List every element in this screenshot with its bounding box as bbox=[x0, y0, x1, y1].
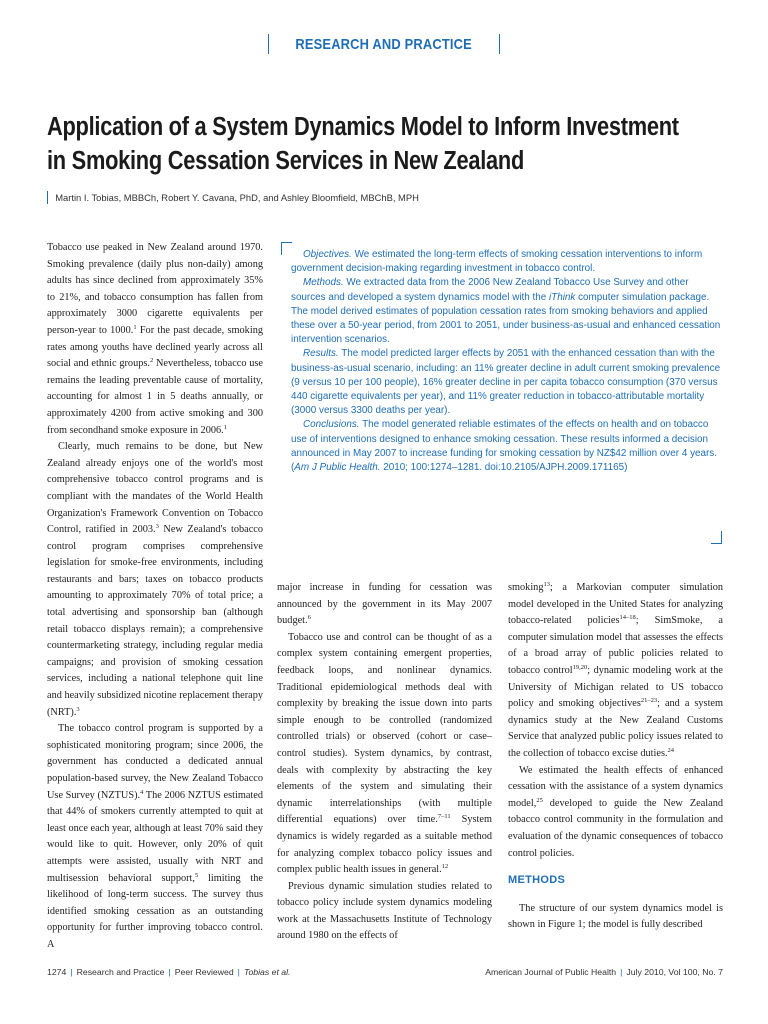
abstract-methods-text: We extracted data from the 2006 New Zealand Tobacco Use Survey and other sources and developed a system dynamics model with the bbox=[291, 277, 689, 303]
abstract-corner-bottom-right bbox=[711, 531, 722, 544]
footnote-ref[interactable]: 13 bbox=[543, 581, 550, 588]
text-run: Nevertheless, tobacco use remains the leading preventable cause of mortality, accounting for almost 1 in 5 deaths annually, or approximately 4200 from active smoking and 300 from secondhand smoke exposure in 2006. bbox=[47, 358, 263, 436]
text-run: limiting the likelihood of long-term success. The survey thus identified smoking cessation as an outstanding opportunity for further improving tobacco control. A bbox=[47, 872, 263, 950]
footnote-ref[interactable]: 7–11 bbox=[437, 813, 451, 821]
text-run: New Zealand's tobacco control program comprises comprehensive legislation for smoke-free environments, including restaurants and bars; taxes on tobacco products amounting to approximately 70% of total price; a total advertising and sponsorship ban (although retail tobacco displays remain); a comprehensive countermarketing strategy, including regular media campaigns; and provision of smoking cessation services, including a national telephone quit line and heavily subsidized nicotine replacement therapy (NRT). bbox=[47, 524, 263, 718]
footnote-ref[interactable]: 21–23 bbox=[640, 697, 658, 705]
footnote-ref[interactable]: 3 bbox=[155, 523, 159, 531]
footnote-ref[interactable]: 4 bbox=[140, 788, 144, 796]
abstract-conclusions-label: Conclusions. bbox=[303, 419, 360, 431]
body-column-3 bbox=[508, 580, 723, 934]
section-tag-label: RESEARCH AND PRACTICE bbox=[295, 35, 473, 53]
col1-paragraph-2 bbox=[47, 439, 263, 721]
text-run: Previous dynamic simulation studies related to tobacco policy include system dynamics modeling work at the Massachusetts Institute of Technology around 1980 on the effects of bbox=[277, 880, 492, 942]
page-number: 1274 bbox=[47, 967, 67, 977]
body-column-1 bbox=[47, 240, 263, 954]
footnote-ref[interactable]: 25 bbox=[536, 796, 543, 804]
article-title-line2: in Smoking Cessation Services in New Zealand bbox=[47, 147, 525, 175]
footer-section: Research and Practice bbox=[76, 967, 165, 977]
author-rule bbox=[47, 191, 48, 204]
abstract-citation-journal: Am J Public Health. bbox=[294, 462, 381, 474]
text-run: developed to guide the New Zealand tobacco control community in the formulation and evaluation of the dynamic consequences of tobacco control policies. bbox=[508, 797, 723, 859]
text-run: Tobacco use peaked in New Zealand around 1970. Smoking prevalence (daily plus non-daily) among adults has since declined from approximately 35% to 21%, and tobacco consumption has fallen from approximately 3000 cigarette equivalents per person-year to 1000. bbox=[47, 242, 263, 336]
footnote-ref[interactable]: 3 bbox=[76, 705, 80, 713]
text-run: major increase in funding for cessation was announced by the government in its May 2007 budget. bbox=[277, 582, 492, 627]
col1-paragraph-1 bbox=[47, 240, 263, 439]
footnote-ref[interactable]: 1 bbox=[223, 423, 227, 431]
text-run: The structure of our system dynamics model is shown in Figure 1; the model is fully described bbox=[508, 902, 723, 931]
text-run: For the past decade, smoking rates among youths have declined yearly across all social and ethnic groups. bbox=[47, 324, 263, 370]
abstract-citation: 2010; 100:1274–1281. doi:10.2105/AJPH.2009.171165) bbox=[380, 462, 628, 474]
abstract-methods-text-b: computer simulation package. The model derived estimates of population cessation rates from smoking behaviors and applied these over a 50-year period, from 2001 to 2051, under business-as-usual and enhanced cessation intervention scenarios. bbox=[291, 291, 721, 346]
col2-paragraph-1 bbox=[277, 580, 492, 630]
footer-right bbox=[485, 967, 723, 977]
text-run: The tobacco control program is supported by a sophisticated monitoring program; since 2006, the government has conducted a dedicated annual population-based survey, the New Zealand Tobacco Use Survey (NZTUS). bbox=[47, 723, 263, 801]
footnote-ref[interactable]: 2 bbox=[149, 357, 154, 365]
footer-issue-date: July 2010, Vol 100, No. 7 bbox=[626, 967, 723, 977]
abstract-ithink: iThink bbox=[548, 291, 576, 303]
footer-separator: | bbox=[168, 967, 171, 977]
footer-separator: | bbox=[237, 967, 240, 977]
footer-left bbox=[47, 967, 290, 977]
col3-paragraph-1 bbox=[508, 580, 723, 763]
abstract-methods-label: Methods. bbox=[303, 277, 344, 289]
text-run: ; a Markovian computer simulation model developed in the United States for analyzing tobacco-related policies bbox=[508, 582, 723, 627]
abstract-results-label: Results. bbox=[303, 348, 339, 360]
footer-review: Peer Reviewed bbox=[174, 967, 234, 977]
body-column-2 bbox=[277, 580, 492, 945]
footer-separator: | bbox=[620, 967, 623, 977]
text-run: The 2006 NZTUS estimated that 44% of smokers currently attempted to quit at least once each year, although at least 70% said they would like to quit. However, only 20% of quit attempts were assisted, usually with NRT and multisession behavioral support, bbox=[47, 789, 263, 884]
col3-paragraph-3 bbox=[508, 901, 723, 934]
abstract-results-text: The model predicted larger effects by 2051 with the enhanced cessation than with the business-as-usual scenario, including: an 11% greater decline in adult current smoking prevalence (9 versus 10 per 100 people), 16% greater decline in per capita tobacco consumption (370 versus 440 cigarette equivalents per year), and 11% greater reduction in tobacco-attributable mortality (3000 versus 3300 deaths per year). bbox=[291, 348, 721, 417]
text-run: System dynamics is widely regarded as a suitable method for analyzing complex tobacco policy issues and complex public health issues in general. bbox=[277, 814, 492, 876]
abstract-results bbox=[291, 347, 722, 418]
abstract-objectives bbox=[291, 248, 722, 276]
abstract-box bbox=[281, 242, 722, 544]
text-run: ; SimSmoke, a computer simulation model that assesses the effects of a broad array of public policies related to tobacco control bbox=[508, 615, 723, 676]
footnote-ref[interactable]: 19,20 bbox=[572, 663, 588, 671]
footnote-ref[interactable]: 5 bbox=[194, 871, 199, 879]
abstract-objectives-text: We estimated the long-term effects of smoking cessation interventions to inform government decision-making regarding investment in tobacco control. bbox=[291, 249, 703, 275]
article-title-line1: Application of a System Dynamics Model to Inform Investment bbox=[47, 113, 679, 141]
text-run: ; dynamic modeling work at the University of Michigan related to US tobacco policy and smoking objectives bbox=[508, 664, 723, 710]
section-tag-left-rule bbox=[268, 34, 270, 54]
section-tag bbox=[0, 34, 768, 54]
footer-author: Tobias et al. bbox=[243, 967, 291, 977]
author-line bbox=[47, 191, 419, 204]
col2-paragraph-3 bbox=[277, 879, 492, 945]
abstract-corner-top-left bbox=[281, 242, 292, 255]
text-run: We estimated the health effects of enhanced cessation with the assistance of a system dynamics model, bbox=[508, 764, 723, 809]
footnote-ref[interactable]: 24 bbox=[667, 746, 675, 754]
col3-paragraph-2 bbox=[508, 763, 723, 863]
abstract-methods bbox=[291, 276, 722, 347]
text-run: Clearly, much remains to be done, but New Zealand already enjoys one of the world's most comprehensive tobacco control programs and is compliant with the mandates of the World Health Organization's Framework Convention on Tobacco Control, ratified in 2003. bbox=[47, 441, 263, 536]
footnote-ref[interactable]: 1 bbox=[133, 323, 137, 331]
abstract-conclusions bbox=[291, 418, 722, 475]
text-run: smoking bbox=[508, 582, 544, 593]
text-run: ; and a system dynamics study at the New Zealand Customs Service that analyzed public policy issues related to the collection of tobacco excise duties. bbox=[508, 698, 724, 759]
text-run: Tobacco use and control can be thought of as a complex system containing emergent properties, feedback loops, and nonlinear dynamics. Traditional epidemiological methods deal with complexity by breaking the issue down into parts simple enough to be controlled (randomized controlled trials) or observed (cohort or case–control studies). System dynamics, by contrast, deals with complexity by abstracting the key elements of the system and simulating their dynamic interrelationships (with multiple differential equations) over time. bbox=[277, 631, 492, 826]
methods-heading: METHODS bbox=[508, 874, 566, 887]
abstract-conclusions-text: The model generated reliable estimates of the effects on health and on tobacco use of interventions designed to enhance smoking cessation. These results informed a decision announced in May 2007 to increase funding for smoking cessation by NZ$42 million over 4 years. ( bbox=[291, 419, 717, 474]
col2-paragraph-2 bbox=[277, 630, 492, 879]
footnote-ref[interactable]: 6 bbox=[307, 614, 311, 622]
abstract-objectives-label: Objectives. bbox=[303, 249, 352, 260]
article-title bbox=[47, 110, 679, 178]
footer-separator: | bbox=[70, 967, 73, 977]
footer-journal: American Journal of Public Health bbox=[485, 967, 617, 977]
footnote-ref[interactable]: 12 bbox=[441, 863, 449, 871]
author-names: Martin I. Tobias, MBBCh, Robert Y. Cavana, PhD, and Ashley Bloomfield, MBChB, MPH bbox=[55, 192, 419, 204]
col1-paragraph-3 bbox=[47, 721, 263, 953]
footnote-ref[interactable]: 14–18 bbox=[619, 614, 636, 622]
section-tag-right-rule bbox=[499, 34, 501, 54]
